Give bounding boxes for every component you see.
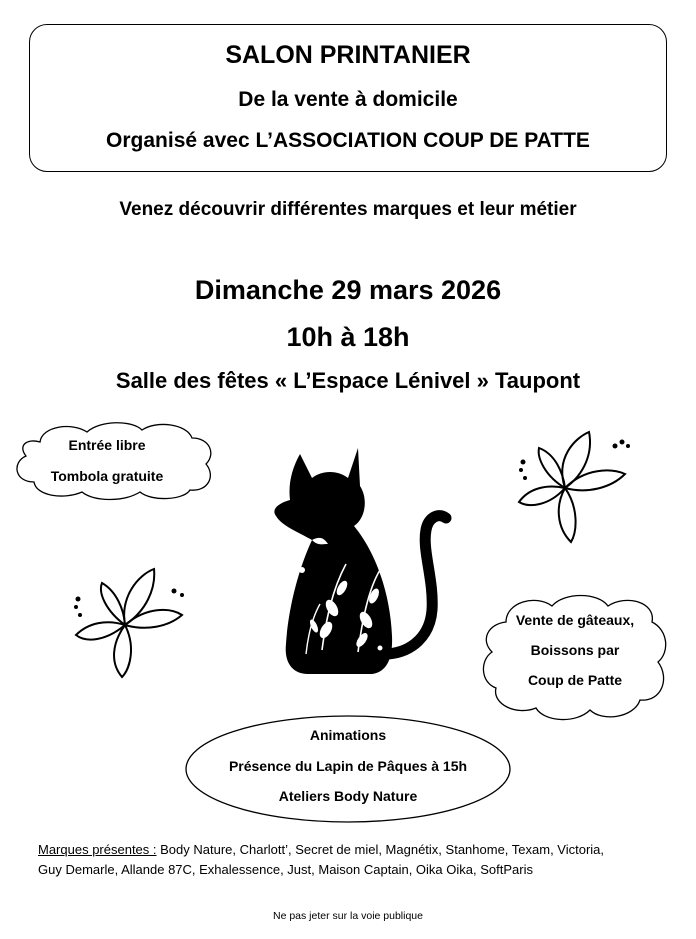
brands-list-2: Guy Demarle, Allande 87C, Exhalessence, Just, Maison Captain, Oika Oika, SoftParis — [38, 862, 533, 877]
left-cloud-line2: Tombola gratuite — [50, 468, 164, 484]
animations-title: Animations — [309, 727, 387, 743]
event-venue: Salle des fêtes « L’Espace Lénivel » Taupont — [115, 368, 581, 393]
event-date: Dimanche 29 mars 2026 — [194, 275, 502, 305]
right-cloud-line2: Boissons par — [530, 642, 620, 658]
flower-left — [70, 563, 190, 683]
left-cloud-line1: Entrée libre — [68, 437, 146, 453]
right-cloud-line3: Coup de Patte — [527, 672, 623, 688]
animations-line1: Présence du Lapin de Pâques à 15h — [228, 758, 468, 774]
event-title: SALON PRINTANIER — [225, 41, 471, 69]
intro-text: Venez découvrir différentes marques et leur métier — [119, 199, 577, 220]
animations-line2: Ateliers Body Nature — [278, 788, 418, 804]
flower-top-right — [515, 428, 635, 548]
brands-line1 — [38, 840, 678, 860]
left-cloud-shape — [12, 420, 217, 500]
organizer-line: Organisé avec L’ASSOCIATION COUP DE PATTE — [106, 129, 590, 152]
brands-list-1: Body Nature, Charlott’, Secret de miel, Magnétix, Stanhome, Texam, Victoria, — [156, 842, 605, 857]
brands-label: Marques présentes : — [38, 842, 157, 857]
right-cloud-line1: Vente de gâteaux, — [515, 612, 635, 628]
event-subtitle: De la vente à domicile — [238, 88, 458, 111]
cat-illustration — [262, 440, 462, 680]
footer-notice: Ne pas jeter sur la voie publique — [272, 910, 423, 922]
event-hours: 10h à 18h — [286, 322, 410, 352]
